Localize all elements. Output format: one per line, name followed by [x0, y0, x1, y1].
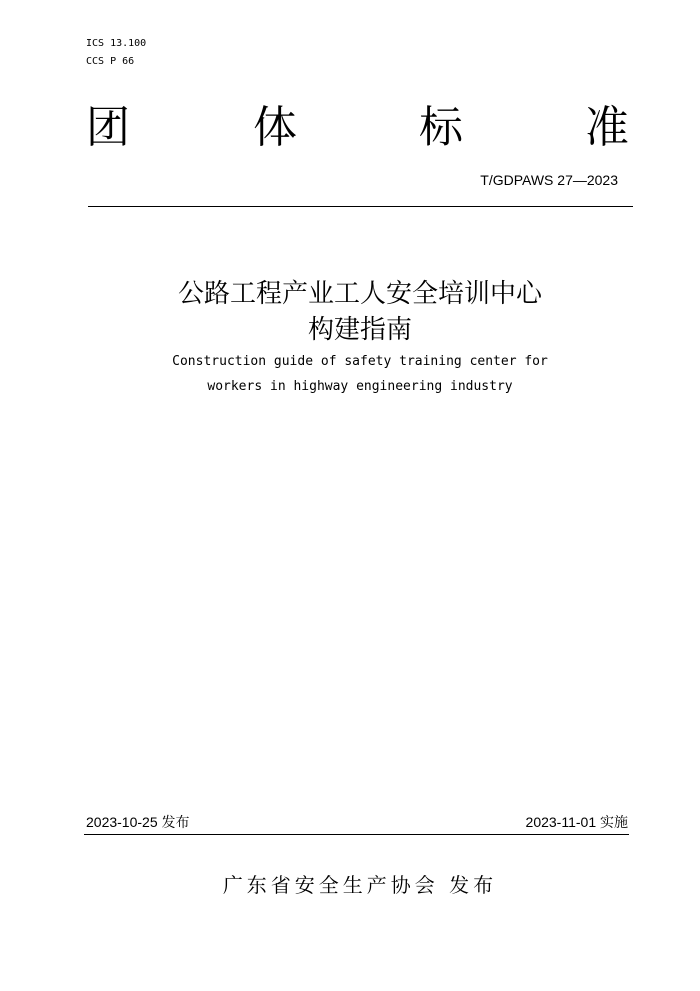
title-chinese-line-2: 构建指南: [307, 315, 412, 345]
title-chinese-line-1: 公路工程产业工人安全培训中心: [177, 279, 542, 309]
ccs-code: CCS P 66: [86, 56, 135, 67]
ics-code: ICS 13.100: [86, 38, 147, 49]
implementation-date: 2023-11-01 实施: [525, 814, 628, 830]
doc-type-char-4: 准: [585, 102, 629, 153]
title-english-line-1: Construction guide of safety training center for: [172, 354, 548, 369]
bottom-divider: [84, 834, 629, 835]
doc-type-char-1: 团: [86, 102, 130, 153]
publish-date: 2023-10-25 发布: [86, 814, 190, 830]
publisher: 广东省安全生产协会 发布: [222, 873, 498, 897]
doc-type-char-3: 标: [419, 102, 463, 153]
title-english-line-2: workers in highway engineering industry: [207, 379, 513, 394]
top-divider: [88, 206, 633, 207]
standard-number: T/GDPAWS 27—2023: [480, 172, 618, 188]
doc-type-char-2: 体: [253, 102, 297, 153]
